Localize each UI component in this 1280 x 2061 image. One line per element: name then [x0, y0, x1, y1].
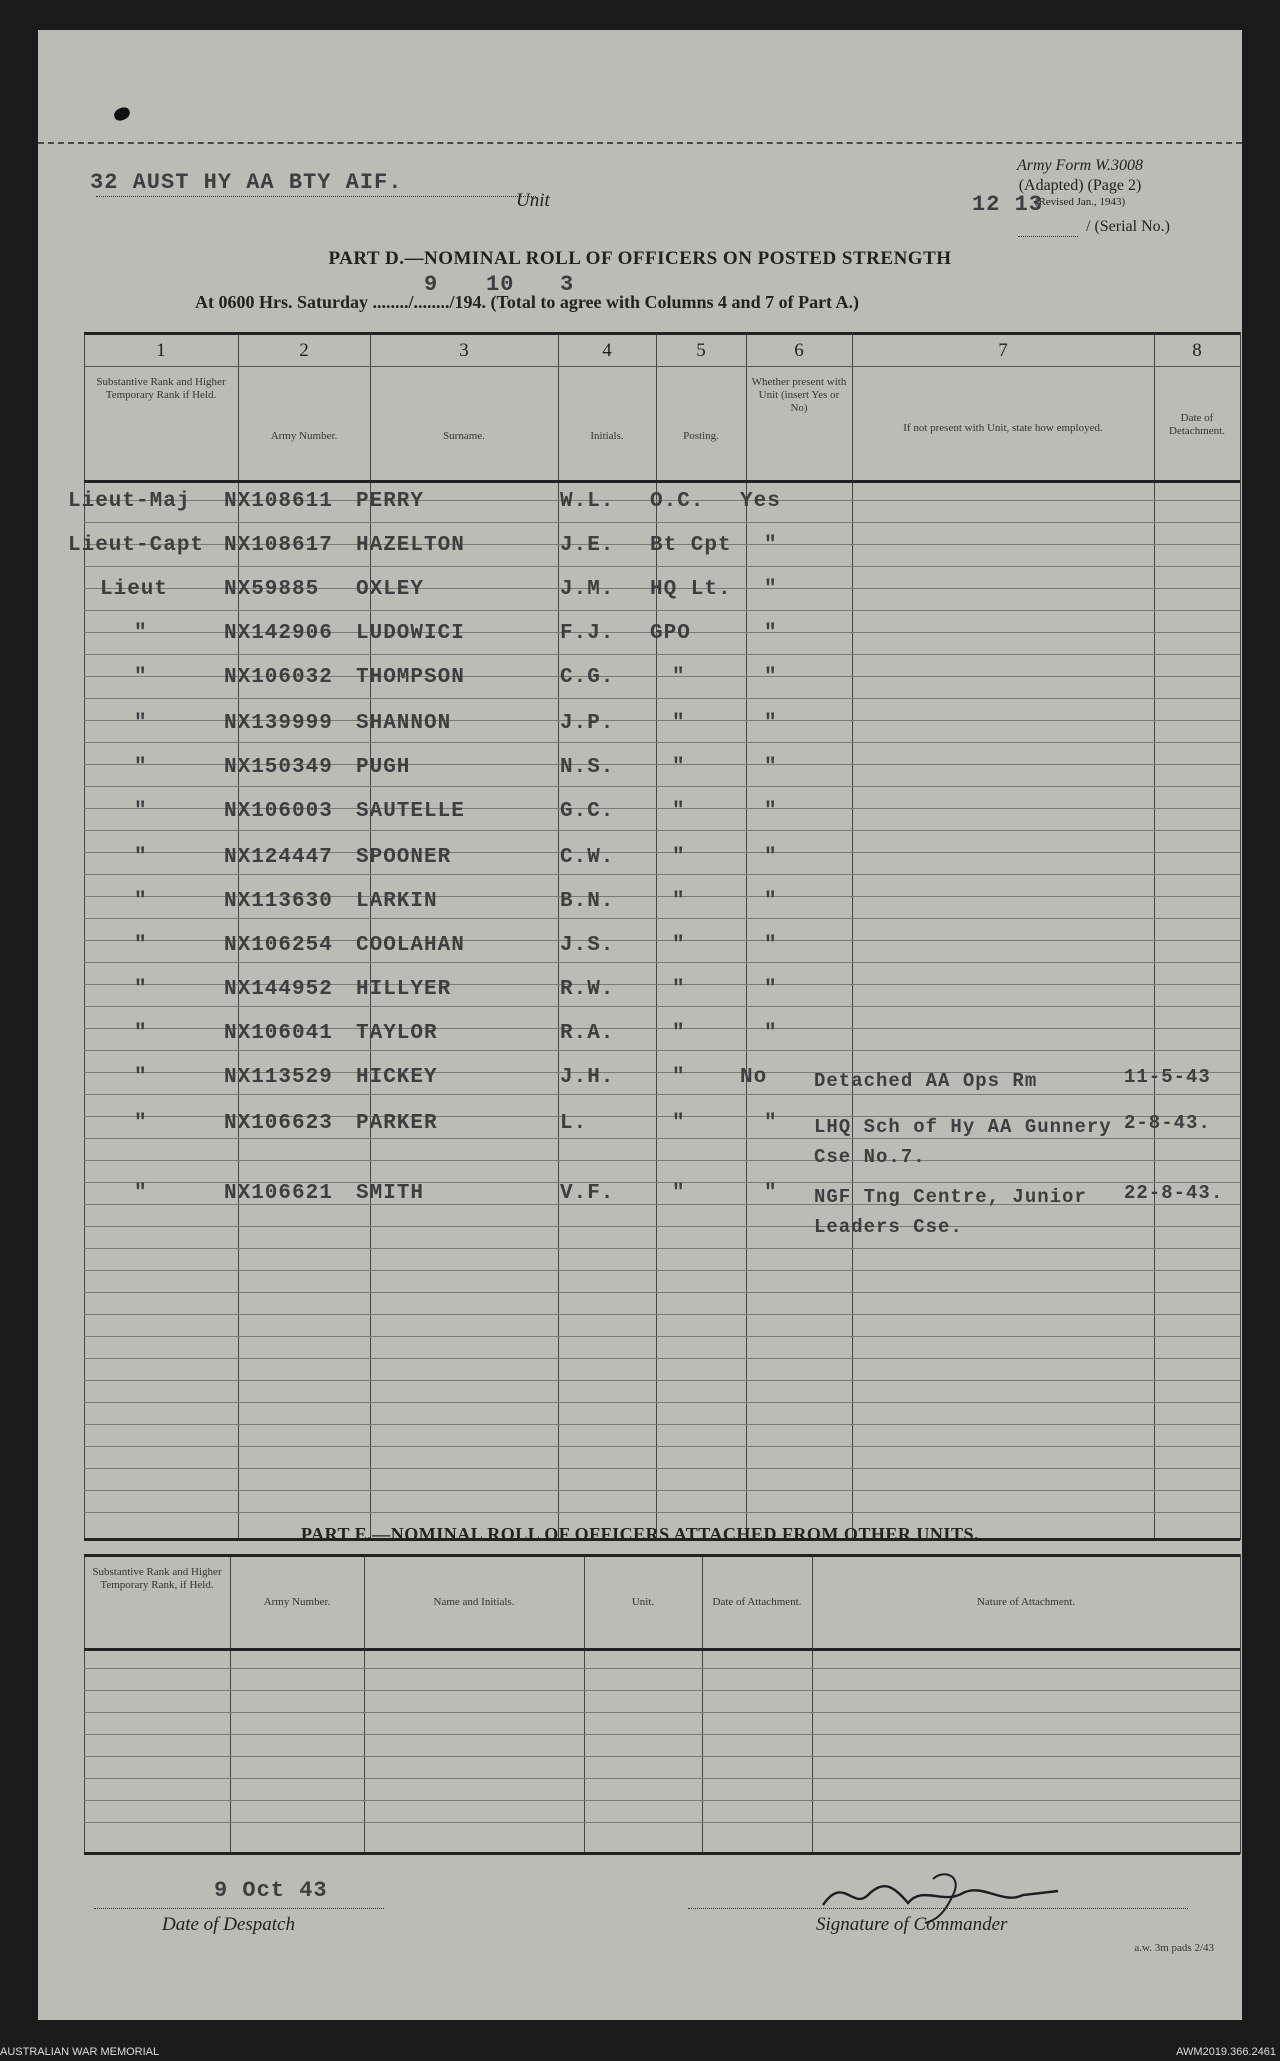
employment-cell: LHQ Sch of Hy AA Gunnery Cse No.7. [814, 1116, 1112, 1168]
date-month: 10 [486, 272, 515, 297]
army-number-cell: NX113630 [224, 890, 333, 913]
surname-cell: THOMPSON [356, 666, 465, 689]
date-day: 9 [424, 272, 439, 297]
part-d-header-rule [84, 480, 1240, 483]
column-header: If not present with Unit, state how employed. [903, 422, 1103, 434]
column-header: Surname. [443, 430, 485, 442]
initials-cell: R.A. [560, 1022, 615, 1045]
army-number-cell: NX106623 [224, 1112, 333, 1135]
part-e-bottom-rule [84, 1852, 1240, 1855]
column-header: Initials. [590, 430, 624, 442]
part-d-row-rule [84, 1468, 1240, 1469]
surname-cell: SHANNON [356, 712, 452, 735]
column-header: Posting. [683, 430, 719, 442]
posting-cell: " [672, 1112, 686, 1135]
column-number: 7 [998, 340, 1008, 361]
surname-cell: HILLYER [356, 978, 452, 1001]
present-cell: " [764, 622, 778, 645]
army-number-cell: NX106032 [224, 666, 333, 689]
posting-cell: Bt Cpt [650, 534, 732, 557]
army-number-cell: NX106003 [224, 800, 333, 823]
surname-cell: HICKEY [356, 1066, 438, 1089]
present-cell: " [764, 756, 778, 779]
column-number: 5 [696, 340, 706, 361]
signature-label: Signature of Commander [816, 1914, 1008, 1935]
army-number-cell: NX142906 [224, 622, 333, 645]
army-number-cell: NX106254 [224, 934, 333, 957]
part-d-top-rule [84, 332, 1240, 335]
army-number-cell: NX139999 [224, 712, 333, 735]
rank-cell: Lieut [100, 578, 169, 601]
column-number: 8 [1192, 340, 1202, 361]
punch-hole [113, 106, 132, 122]
part-d-row-rule [84, 918, 1240, 919]
part-d-row-rule [84, 1446, 1240, 1447]
surname-cell: PUGH [356, 756, 411, 779]
part-d-row-rule [84, 1402, 1240, 1403]
surname-cell: SPOONER [356, 846, 452, 869]
present-cell: " [764, 934, 778, 957]
initials-cell: C.G. [560, 666, 615, 689]
part-e-row-rule [84, 1800, 1240, 1801]
army-number-cell: NX150349 [224, 756, 333, 779]
form-adapted: (Adapted) (Page 2) [1018, 177, 1142, 194]
initials-cell: J.M. [560, 578, 615, 601]
surname-cell: TAYLOR [356, 1022, 438, 1045]
column-header: Substantive Rank and Higher Temporary Rank if Held. [96, 376, 226, 401]
archive-id: AWM2019.366.2461 [1176, 2046, 1276, 2058]
army-number-cell: NX113529 [224, 1066, 333, 1089]
initials-cell: J.S. [560, 934, 615, 957]
rank-cell: " [134, 1066, 148, 1089]
army-number-cell: NX106621 [224, 1182, 333, 1205]
despatch-label: Date of Despatch [162, 1914, 295, 1935]
initials-cell: G.C. [560, 800, 615, 823]
column-number: 3 [459, 340, 469, 361]
serial-label: / (Serial No.) [1086, 218, 1170, 235]
present-cell: " [764, 1182, 778, 1205]
detachment-date-cell: 2-8-43. [1124, 1112, 1211, 1134]
part-d-row-rule [84, 522, 1240, 523]
rank-cell: " [134, 978, 148, 1001]
column-number: 1 [156, 340, 166, 361]
part-d-row-rule [84, 610, 1240, 611]
army-number-cell: NX108617 [224, 534, 333, 557]
unit-label: Unit [516, 190, 550, 211]
part-d-row-rule [84, 1424, 1240, 1425]
surname-cell: OXLEY [356, 578, 425, 601]
rank-cell: " [134, 1112, 148, 1135]
print-code: a.w. 3m pads 2/43 [1134, 1942, 1214, 1954]
present-cell: " [764, 712, 778, 735]
part-d-row-rule [84, 1270, 1240, 1271]
unit-value: 32 AUST HY AA BTY AIF. [90, 170, 403, 195]
part-e-top-rule [84, 1554, 1240, 1557]
initials-cell: V.F. [560, 1182, 615, 1205]
despatch-date: 9 Oct 43 [214, 1878, 328, 1903]
part-d-row-rule [84, 1490, 1240, 1491]
posting-cell: O.C. [650, 490, 705, 513]
part-e-column-header: Nature of Attachment. [976, 1596, 1076, 1608]
part-d-row-rule [84, 962, 1240, 963]
posting-cell: GPO [650, 622, 691, 645]
initials-cell: C.W. [560, 846, 615, 869]
posting-cell: HQ Lt. [650, 578, 732, 601]
rank-cell: " [134, 756, 148, 779]
army-number-cell: NX108611 [224, 490, 333, 513]
detachment-date-cell: 11-5-43 [1124, 1066, 1211, 1088]
initials-cell: J.H. [560, 1066, 615, 1089]
posting-cell: " [672, 666, 686, 689]
posting-cell: " [672, 712, 686, 735]
rank-cell: " [134, 712, 148, 735]
rank-cell: " [134, 934, 148, 957]
part-d-row-rule [84, 1512, 1240, 1513]
initials-cell: J.P. [560, 712, 615, 735]
rank-cell: " [134, 890, 148, 913]
serial-number: 12 13 [972, 192, 1044, 217]
present-cell: " [764, 534, 778, 557]
posting-cell: " [672, 1066, 686, 1089]
initials-cell: L. [560, 1112, 588, 1135]
part-d-row-rule [84, 1050, 1240, 1051]
rank-cell: " [134, 666, 148, 689]
present-cell: " [764, 1112, 778, 1135]
posting-cell: " [672, 1182, 686, 1205]
part-e-column-rule [230, 1554, 231, 1854]
column-number: 4 [602, 340, 612, 361]
part-d-row-rule [84, 786, 1240, 787]
form-page [38, 30, 1242, 2020]
rank-cell: " [134, 800, 148, 823]
rank-cell: " [134, 1182, 148, 1205]
initials-cell: J.E. [560, 534, 615, 557]
part-e-title: PART E.—NOMINAL ROLL OF OFFICERS ATTACHED FROM OTHER UNITS. [301, 1524, 979, 1544]
part-d-title: PART D.—NOMINAL ROLL OF OFFICERS ON POSTED STRENGTH [328, 248, 952, 269]
part-d-column-rule [1240, 332, 1241, 1540]
employment-cell: Detached AA Ops Rm [814, 1070, 1038, 1092]
posting-cell: " [672, 890, 686, 913]
part-e-column-rule [812, 1554, 813, 1854]
present-cell: Yes [740, 490, 781, 513]
form-number: Army Form W.3008 [1016, 157, 1144, 174]
posting-cell: " [672, 978, 686, 1001]
part-e-row-rule [84, 1778, 1240, 1779]
archive-credit: AUSTRALIAN WAR MEMORIAL [0, 2046, 160, 2058]
initials-cell: R.W. [560, 978, 615, 1001]
part-d-row-rule [84, 566, 1240, 567]
rank-cell: Lieut-Maj [68, 490, 191, 513]
date-year: 3 [560, 272, 575, 297]
part-d-row-rule [84, 1358, 1240, 1359]
part-e-header-rule [84, 1648, 1240, 1651]
serial-line [1018, 236, 1078, 237]
column-header: Date of Detachment. [1169, 412, 1225, 437]
present-cell: No [740, 1066, 768, 1089]
part-e-column-header: Substantive Rank and Higher Temporary Rank, if Held. [92, 1566, 222, 1591]
part-d-row-rule [84, 698, 1240, 699]
posting-cell: " [672, 756, 686, 779]
army-number-cell: NX59885 [224, 578, 320, 601]
part-e-row-rule [84, 1734, 1240, 1735]
present-cell: " [764, 666, 778, 689]
part-e-column-rule [584, 1554, 585, 1854]
part-d-row-rule [84, 654, 1240, 655]
part-e-column-rule [1240, 1554, 1241, 1854]
present-cell: " [764, 890, 778, 913]
surname-cell: SMITH [356, 1182, 425, 1205]
part-e-column-header: Name and Initials. [433, 1596, 515, 1608]
part-d-row-rule [84, 830, 1240, 831]
part-d-row-rule [84, 874, 1240, 875]
part-e-row-rule [84, 1668, 1240, 1669]
column-number: 2 [299, 340, 309, 361]
part-d-row-rule [84, 1292, 1240, 1293]
surname-cell: SAUTELLE [356, 800, 465, 823]
rank-cell: " [134, 846, 148, 869]
initials-cell: F.J. [560, 622, 615, 645]
surname-cell: LUDOWICI [356, 622, 465, 645]
despatch-line [94, 1908, 384, 1909]
part-e-row-rule [84, 1822, 1240, 1823]
part-d-row-rule [84, 1248, 1240, 1249]
initials-cell: N.S. [560, 756, 615, 779]
part-e-row-rule [84, 1712, 1240, 1713]
surname-cell: COOLAHAN [356, 934, 465, 957]
part-d-row-rule [84, 1006, 1240, 1007]
detachment-date-cell: 22-8-43. [1124, 1182, 1224, 1204]
part-d-row-rule [84, 1314, 1240, 1315]
initials-cell: B.N. [560, 890, 615, 913]
posting-cell: " [672, 1022, 686, 1045]
posting-cell: " [672, 800, 686, 823]
posting-cell: " [672, 846, 686, 869]
part-e-column-rule [364, 1554, 365, 1854]
part-d-subtitle: At 0600 Hrs. Saturday ......../......../194. (Total to agree with Columns 4 and 7 of Part A.) [195, 292, 860, 312]
present-cell: " [764, 978, 778, 1001]
surname-cell: LARKIN [356, 890, 438, 913]
present-cell: " [764, 846, 778, 869]
perforation-line [38, 142, 1242, 144]
part-e-row-rule [84, 1690, 1240, 1691]
form-revised: (Revised Jan., 1943) [1034, 196, 1126, 208]
part-e-row-rule [84, 1756, 1240, 1757]
column-header: Whether present with Unit (insert Yes or No) [751, 376, 847, 414]
army-number-cell: NX106041 [224, 1022, 333, 1045]
column-header: Army Number. [270, 430, 338, 442]
part-e-column-header: Army Number. [263, 1596, 331, 1608]
part-d-row-rule [84, 742, 1240, 743]
present-cell: " [764, 578, 778, 601]
rank-cell: " [134, 622, 148, 645]
posting-cell: " [672, 934, 686, 957]
employment-cell: NGF Tng Centre, Junior Leaders Cse. [814, 1186, 1087, 1238]
part-e-column-header: Date of Attachment. [712, 1596, 802, 1608]
rank-cell: " [134, 1022, 148, 1045]
present-cell: " [764, 800, 778, 823]
surname-cell: HAZELTON [356, 534, 465, 557]
army-number-cell: NX144952 [224, 978, 333, 1001]
part-d-row-rule [84, 1380, 1240, 1381]
part-d-row-rule [84, 1336, 1240, 1337]
army-number-cell: NX124447 [224, 846, 333, 869]
surname-cell: PARKER [356, 1112, 438, 1135]
surname-cell: PERRY [356, 490, 425, 513]
part-e-column-rule [84, 1554, 85, 1854]
part-e-column-header: Unit. [631, 1596, 655, 1608]
initials-cell: W.L. [560, 490, 615, 513]
part-d-colnum-rule [84, 366, 1240, 367]
rank-cell: Lieut-Capt [68, 534, 205, 557]
column-number: 6 [794, 340, 804, 361]
present-cell: " [764, 1022, 778, 1045]
signature-line [688, 1908, 1188, 1909]
part-e-column-rule [702, 1554, 703, 1854]
